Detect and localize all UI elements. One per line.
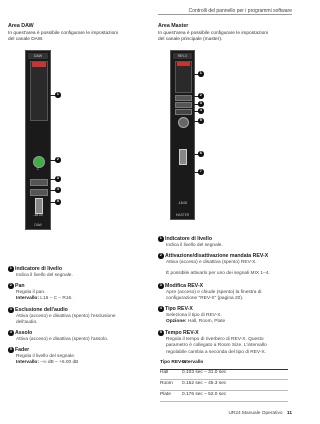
- table-row: Plate 0.176 sec – 52.0 sec: [160, 392, 288, 402]
- daw-intro: In quest'area è possibile configurare le impostazioni del canale DAW.: [8, 31, 118, 43]
- daw-item-mute-desc: Attiva (acceso) e disattiva (spento) l'esclusione dell'audio.: [16, 314, 116, 326]
- master-item-rev-x-time-desc: Regola il tempo di riverbero di REV-X. Questo parametro è collegato a Room Size. L'intervallo regolabile cambia a seconda del tipo di REV-X.: [166, 337, 267, 355]
- master-item-rev-x-edit: 3 Modifica REV-X: [159, 283, 204, 289]
- daw-level-meter: [30, 61, 48, 121]
- master-intro: In quest'area è possibile configurare le impostazioni del canale principale (master).: [158, 31, 268, 43]
- master-callout-1: 1: [199, 71, 202, 75]
- rev-x-range-table: [160, 360, 288, 402]
- rev-x-send-button[interactable]: [175, 95, 192, 101]
- master-callout-7: 7: [199, 169, 202, 173]
- master-item-level-desc: Indica il livello del segnale.: [166, 243, 223, 248]
- page-number: 11: [286, 411, 292, 416]
- master-callout-5: 5: [199, 118, 202, 122]
- master-callout-6: 6: [199, 151, 202, 155]
- daw-item-level-meter: 1 Indicatore di livello: [9, 266, 62, 272]
- daw-item-pan: 2 Pan: [9, 283, 25, 289]
- master-strip-top-label: REV-X: [173, 53, 192, 59]
- daw-item-pan-desc: Regola il pan. Intervallo: L16 – C – R16.: [16, 290, 73, 302]
- daw-channel-name: DAW: [28, 53, 48, 59]
- callout-5: 5: [56, 199, 59, 203]
- daw-solo-button[interactable]: [30, 189, 48, 196]
- master-section-title: Area Master: [158, 23, 189, 29]
- master-fader[interactable]: [179, 149, 187, 165]
- daw-strip-label: DAW: [34, 223, 42, 227]
- master-meter-clip: [177, 62, 190, 66]
- master-item-rev-x-type-desc: Seleziona il tipo di REV-X. Opzione: Hall, Room, Plate: [166, 313, 226, 325]
- callout-2: 2: [56, 157, 59, 161]
- daw-fader-value: -18.00: [33, 213, 43, 217]
- table-row: Room 0.152 sec – 45.3 sec: [160, 381, 288, 391]
- master-callout-3: 3: [199, 101, 202, 105]
- master-item-rev-x-send-desc: Attiva (acceso) e disattiva (spento) REV-X. È possibile attivarlo per uno dei segnali MIX 1–4.: [166, 260, 270, 277]
- master-level-meter: [175, 61, 192, 93]
- daw-item-level-desc: Indica il livello del segnale.: [16, 273, 73, 278]
- rev-x-type-select[interactable]: [175, 109, 192, 115]
- master-item-level-meter: 1 Indicatore di livello: [159, 236, 212, 242]
- rev-x-edit-button[interactable]: [175, 102, 192, 108]
- daw-item-mute: 3 Esclusione dell'audio: [9, 307, 68, 313]
- table-header-row: Tipo REV-X Intervallo: [160, 360, 288, 370]
- daw-item-solo-desc: Attiva (acceso) e disattiva (spento) l'assolo.: [16, 337, 109, 342]
- daw-mute-button[interactable]: [30, 179, 48, 186]
- header-rule: [158, 14, 292, 15]
- callout-3: 3: [56, 176, 59, 180]
- daw-meter-clip: [32, 62, 46, 67]
- rev-x-time-knob[interactable]: [178, 117, 189, 128]
- daw-section-title: Area DAW: [8, 23, 34, 29]
- master-fader-value: -18.00: [177, 201, 188, 205]
- running-header: Controlli del pannello per i programmi software: [188, 8, 292, 14]
- daw-item-solo: 4 Assolo: [9, 330, 33, 336]
- callout-4: 4: [56, 187, 59, 191]
- table-row: Hall 0.103 sec – 31.0 sec: [160, 370, 288, 380]
- manual-title: UR24 Manuale Operativo: [228, 411, 283, 416]
- daw-pan-value: C: [36, 167, 40, 171]
- page-footer: [228, 411, 292, 416]
- daw-fader[interactable]: [35, 198, 43, 214]
- master-strip-label: MASTER: [175, 213, 190, 217]
- master-item-rev-x-send: 2 Attivazione/disattivazione mandata REV-X: [159, 253, 269, 259]
- daw-channel-strip: [25, 50, 51, 230]
- daw-item-fader-desc: Regola il livello del segnale. Intervallo: −∞ dB – +6.00 dB: [16, 354, 79, 366]
- master-item-rev-x-edit-desc: Apre (acceso) e chiude (spento) la finestra di configurazione "REV-X" (pagina 20).: [166, 290, 262, 302]
- master-channel-strip: [170, 50, 195, 220]
- master-item-rev-x-type: 4 Tipo REV-X: [159, 306, 193, 312]
- master-item-rev-x-time: 5 Tempo REV-X: [159, 330, 199, 336]
- master-callout-4: 4: [199, 108, 202, 112]
- callout-1: 1: [56, 92, 59, 96]
- master-callout-2: 2: [199, 93, 202, 97]
- daw-item-fader: 5 Fader: [9, 347, 30, 353]
